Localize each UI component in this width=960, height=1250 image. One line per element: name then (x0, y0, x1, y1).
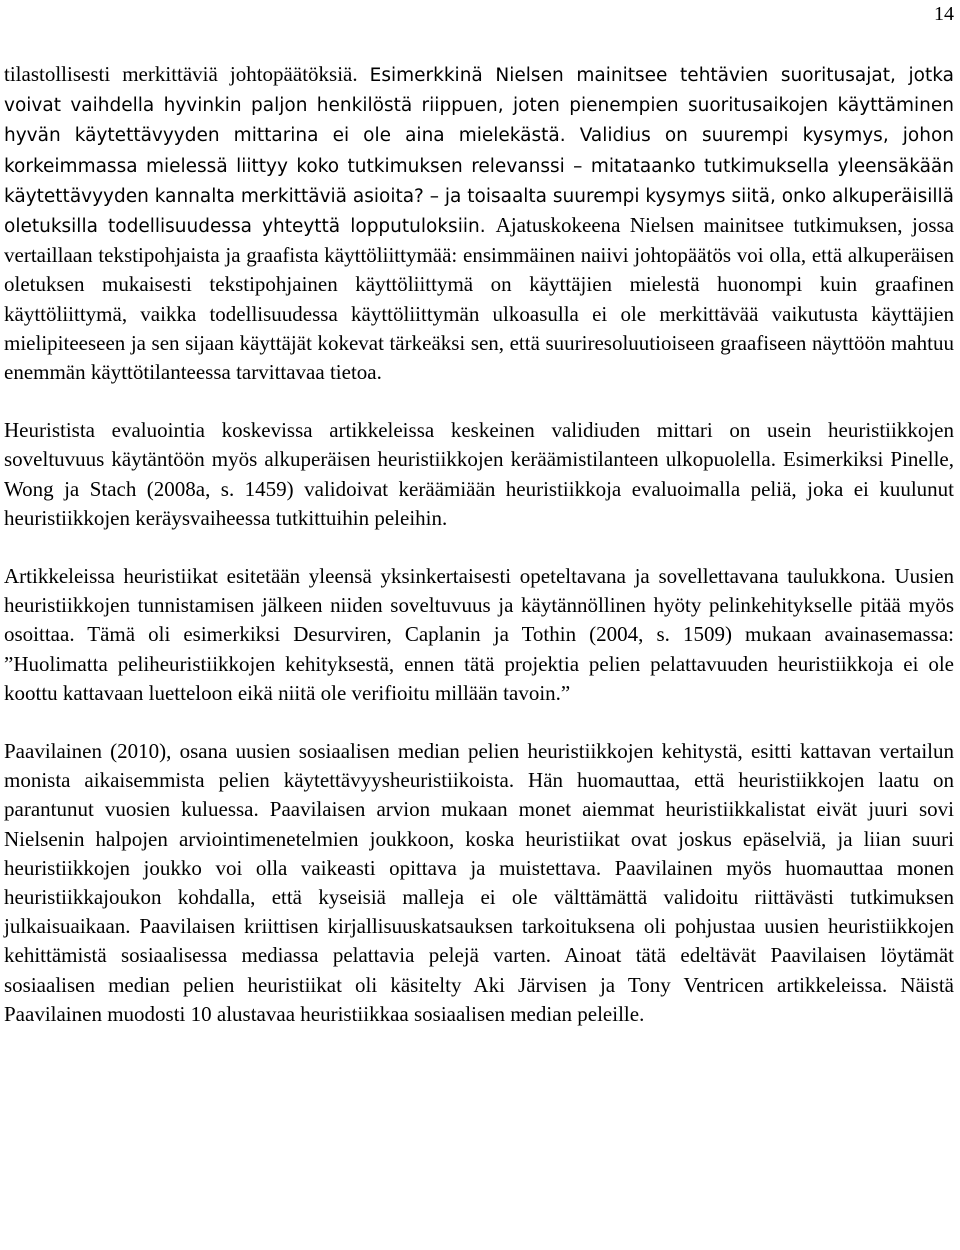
body-text (4, 60, 954, 1058)
paragraph-4: Paavilainen (2010), osana uusien sosiaalisen median pelien heuristiikkojen kehitystä, esitti kattavan vertailun monista aikaisemmista pelien käytettävyysheuristiikoista. Hän huomauttaa, että heuristiikkojen laatu on parantunut vuosien kuluessa. Paavilaisen arvion mukaan monet aiemmat heuristiikkalistat eivät juuri sovi Nielsenin halpojen arviointimenetelmien joukkoon, koska heuristiikat ovat joskus epäselviä, ja liian suuri heuristiikkojen joukko voi olla vaikeasti opittava ja muistettava. Paavilainen myös huomauttaa monen heuristiikkajoukon kohdalla, että kyseisiä malleja ei ole välttämättä validoitu riittävästi tutkimuksen julkaisuaikaan. Paavilaisen kriittisen kirjallisuuskatsauksen tarkoituksena oli pohjustaa uusien heuristiikkojen kehittämistä sosiaalisessa mediassa pelattavia pelejä varten. Ainoat tätä edeltävät Paavilaisen löytämät sosiaalisen median pelien heuristiikat oli käsitelty Aki Järvisen ja Tony Ventricen artikkeleissa. Näistä Paavilainen muodosti 10 alustavaa heuristiikkaa sosiaalisen median peleille. (4, 739, 954, 1026)
page-number: 14 (934, 3, 954, 25)
paragraph-1-segment-1: tilastollisesti merkittäviä johtopäätöksiä. (4, 62, 370, 86)
paragraph-2: Heuristista evaluointia koskevissa artikkeleissa keskeinen validiuden mittari on usein heuristiikkojen soveltuvuus käytäntöön myös alkuperäisen heuristiikkojen keräämistilanteen ulkopuolella. Esimerkiksi Pinelle, Wong ja Stach (2008a, s. 1459) validoivat keräämiään heuristiikkoja evaluoimalla peliä, joka ei kuulunut heuristiikkojen keräysvaiheessa tutkittuihin peleihin. (4, 418, 954, 530)
paragraph-1 (4, 60, 954, 387)
paragraph-1-segment-2: Esimerkkinä Nielsen mainitsee tehtävien suoritusajat, jotka voivat vaihdella hyvinkin paljon henkilöstä riippuen, joten pienempien suoritusaikojen käyttäminen hyvän käytettävyyden mittarina ei ole aina mielekästä. (4, 65, 954, 147)
paragraph-1-segment-3: Validius on suurempi kysymys, johon korkeimmassa mielessä liittyy koko tutkimuksen relevanssi – mitataanko tutkimuksella yleensäkään käytettävyyden kannalta merkittäviä asioita? – ja toisaalta suurempi kysymys siitä, onko alkuperäisillä oletuksilla todellisuudessa yhteyttä lopputuloksiin. (4, 125, 954, 238)
paragraph-1-segment-4: Ajatuskokeena Nielsen mainitsee tutkimuksen, jossa vertaillaan tekstipohjaista ja graafista käyttöliittymää: ensimmäinen naiivi johtopäätös voi olla, että alkuperäisen oletuksen mukaisesti tekstipohjainen käyttöliittymä on käyttäjien mielestä huonompi kuin graafinen käyttöliittymä, vaikka todellisuudessa käyttöliittymän ulkoasulla ei ole merkittävää vaikutusta käyttäjien mielipiteeseen ja sen sijaan käyttäjät kokevat tärkeäksi sen, että suuriresoluutioiseen graafiseen näyttöön mahtuu enemmän käyttötilanteessa tarvittavaa tietoa. (4, 213, 954, 385)
paragraph-3: Artikkeleissa heuristiikat esitetään yleensä yksinkertaisesti opeteltavana ja sovellettavana taulukkona. Uusien heuristiikkojen tunnistamisen jälkeen niiden soveltuvuus ja käytännöllinen hyöty pelinkehitykselle pitää myös osoittaa. Tämä oli esimerkiksi Desurviren, Caplanin ja Tothin (2004, s. 1509) mukaan avainasemassa: ”Huolimatta peliheuristiikkojen kehityksestä, ennen tätä projektia pelien pelattavuuden heuristiikkoja ei ole koottu kattavaan luetteloon eikä niitä ole verifioitu millään tavoin.” (4, 564, 954, 705)
